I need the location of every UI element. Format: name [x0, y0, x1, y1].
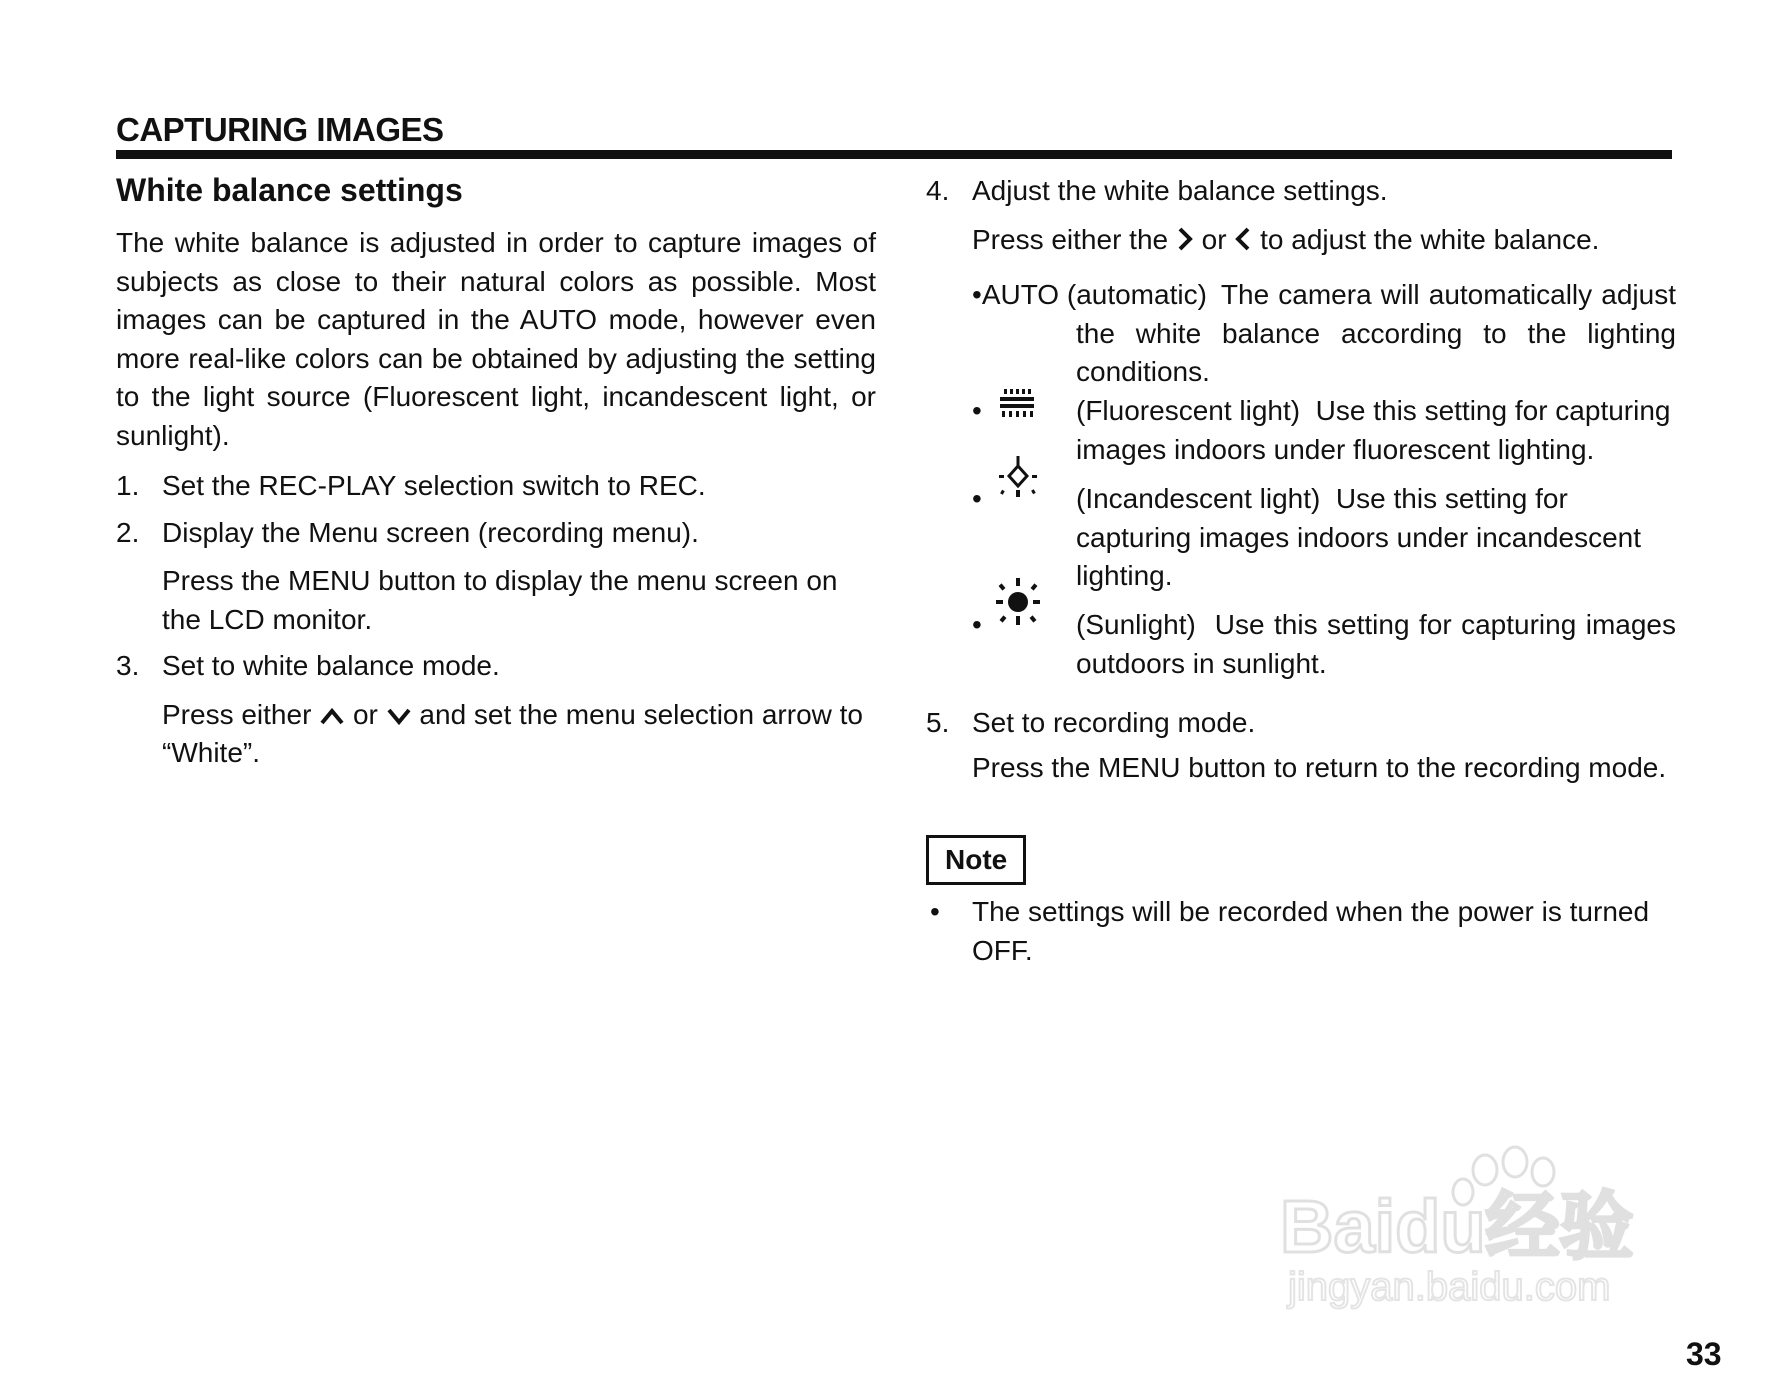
watermark-line2: jingyan.baidu.com	[1288, 1265, 1611, 1309]
option-incandescent-row	[972, 480, 1676, 606]
step-3	[116, 647, 876, 773]
note-label: Note	[926, 835, 1026, 885]
step-number: 5.	[926, 707, 950, 738]
left-column	[116, 168, 876, 773]
auto-label-inline	[972, 276, 1207, 315]
section-title: White balance settings	[116, 172, 463, 208]
option-label-inline: AUTO (automatic)	[981, 279, 1207, 310]
right-column	[926, 168, 1676, 259]
step-text: Adjust the white balance settings.	[972, 175, 1388, 206]
note-text: The settings will be recorded when the power is turned OFF.	[972, 896, 1650, 966]
option-label: (Incandescent light)	[1076, 483, 1321, 514]
incandescent-icon	[994, 452, 1042, 508]
intro-paragraph: The white balance is adjusted in order to capture images of subjects as close to their natural colors as possible. Most images can be captured in the AUTO mode, however even more real-like colors can be obtained by adjusting the setting to the light source (Fluorescent light, incandescent light, or sunlight).	[116, 227, 876, 451]
step-number: 3.	[116, 650, 140, 681]
step-text: Set to recording mode.	[972, 707, 1256, 738]
option-sunlight-row	[972, 606, 1676, 696]
step-5-block	[926, 704, 1676, 970]
option-desc: Use this setting for capturing images indoors under fluorescent lighting.	[1076, 395, 1671, 465]
step-text: Set the REC-PLAY selection switch to REC.	[162, 470, 706, 501]
option-text	[1076, 606, 1676, 683]
note-item	[926, 893, 1676, 970]
page-number: 33	[1686, 1336, 1722, 1372]
step-4	[926, 172, 1676, 259]
step-number: 2.	[116, 516, 140, 548]
option-desc: Use this setting for capturing images outdoors in sunlight.	[1076, 609, 1676, 679]
fluorescent-icon	[994, 386, 1042, 428]
step-number: 4.	[926, 175, 950, 206]
bullet: •	[972, 279, 982, 310]
watermark-line1: Baidu经验	[1280, 1185, 1634, 1268]
step-text: Set to white balance mode.	[162, 650, 500, 681]
step-detail	[972, 221, 1676, 260]
bullet: •	[972, 395, 982, 426]
left-arrow-icon	[1234, 226, 1252, 252]
step-detail: Press the MENU button to return to the recording mode.	[972, 751, 1667, 783]
right-arrow-icon	[1176, 226, 1194, 252]
option-desc	[972, 276, 1676, 392]
option-fluorescent-row	[972, 392, 1676, 480]
options-list	[972, 276, 1676, 696]
up-arrow-icon	[319, 706, 345, 726]
option-label: (Fluorescent light)	[1076, 395, 1301, 426]
header-rule	[116, 150, 1672, 159]
detail-tail: and set the menu selection arrow to “White”.	[162, 698, 864, 768]
step-text: Display the Menu screen (recording menu).	[162, 516, 699, 548]
sunlight-icon	[994, 576, 1042, 634]
option-desc: Use this setting for capturing images indoors under incandescent lighting.	[1076, 483, 1642, 591]
step-2	[116, 514, 876, 640]
section-header: CAPTURING IMAGES	[116, 111, 444, 148]
bullet: •	[930, 896, 940, 927]
watermark-logo	[1280, 1140, 1700, 1310]
detail-or: or	[345, 698, 386, 730]
detail-lead: Press either	[162, 698, 320, 730]
down-arrow-icon	[386, 706, 412, 726]
option-label: (Sunlight)	[1076, 609, 1196, 640]
bullet: •	[972, 483, 982, 514]
detail-lead: Press either the	[972, 223, 1176, 255]
step-detail	[162, 696, 876, 773]
detail-or: or	[1193, 223, 1235, 255]
step-number: 1.	[116, 470, 140, 501]
step-5	[926, 704, 1676, 787]
step-1	[116, 467, 876, 506]
option-desc-text: The camera will automatically adjust the white balance according to the lighting conditions.	[1076, 279, 1676, 387]
option-auto-row	[972, 276, 1676, 392]
option-text	[1076, 480, 1676, 596]
option-text	[1076, 392, 1676, 469]
step-detail: Press the MENU button to display the menu screen on the LCD monitor.	[162, 565, 838, 635]
bullet: •	[972, 609, 982, 640]
detail-tail: to adjust the white balance.	[1252, 223, 1600, 255]
